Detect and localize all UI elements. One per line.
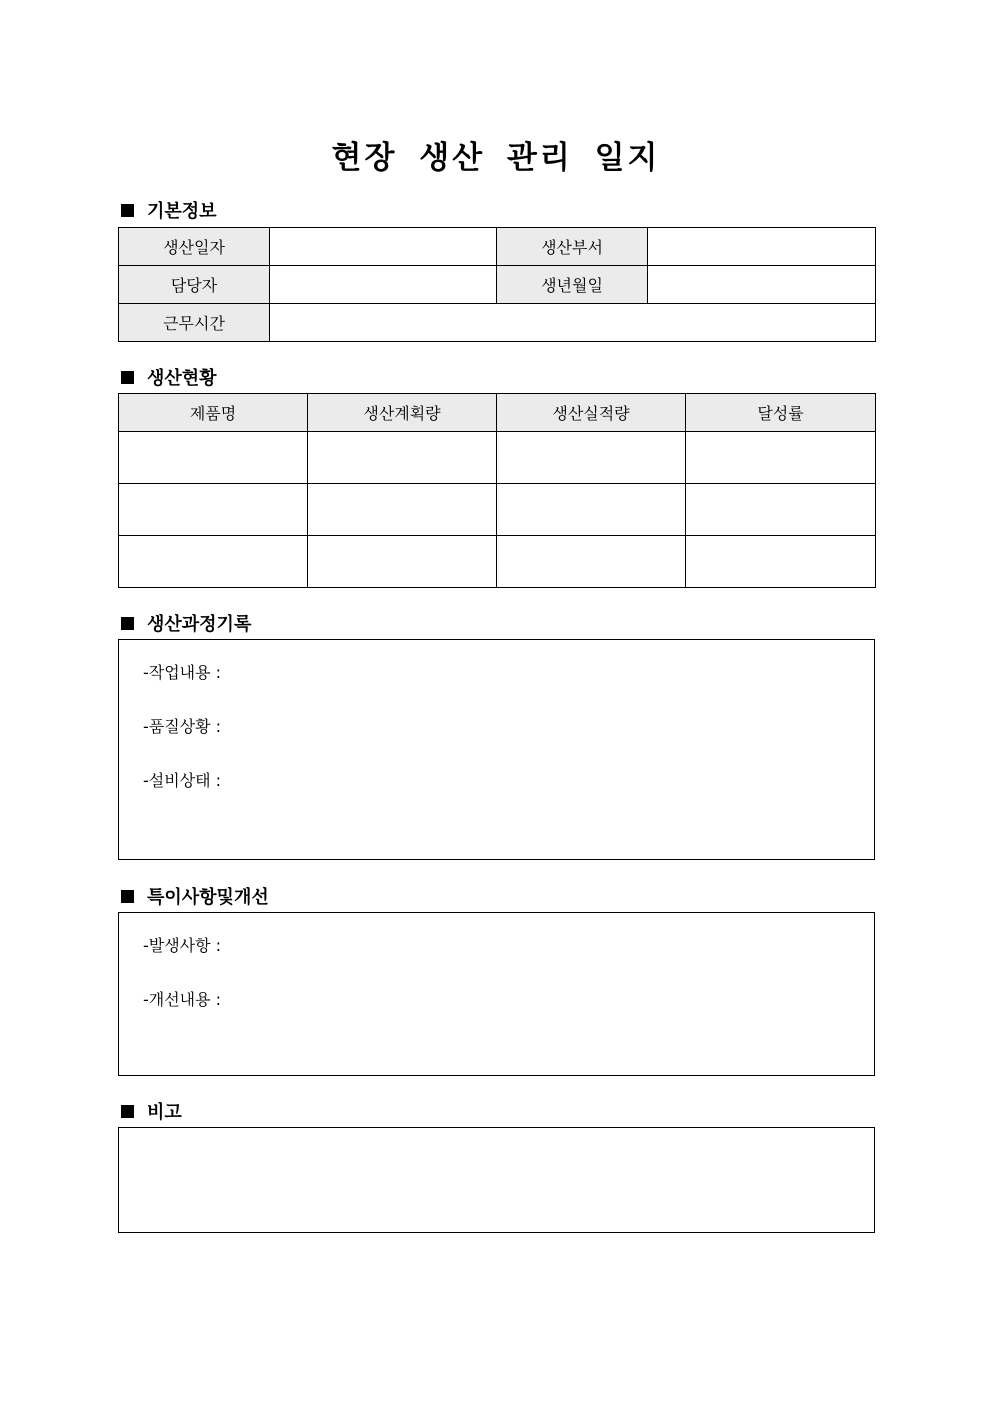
table-row: [119, 266, 876, 304]
square-bullet-icon: [121, 204, 134, 217]
production-date-field[interactable]: [270, 228, 497, 266]
section-title: 특이사항및개선: [147, 887, 269, 908]
table-cell[interactable]: [497, 484, 686, 536]
quality-status-line: -품질상황 :: [143, 717, 222, 736]
table-cell[interactable]: [119, 536, 308, 588]
column-header-product: 제품명: [119, 394, 308, 432]
section-heading-process: [118, 611, 251, 635]
work-hours-field[interactable]: [270, 304, 876, 342]
table-row: [119, 536, 876, 588]
section-title: 생산과정기록: [147, 614, 252, 635]
section-heading-issues: [118, 884, 269, 908]
table-row: [119, 228, 876, 266]
table-cell[interactable]: [119, 484, 308, 536]
production-status-table: [118, 393, 876, 588]
basic-info-table: [118, 227, 876, 342]
issues-improvement-box[interactable]: [118, 912, 875, 1076]
table-cell[interactable]: [686, 536, 876, 588]
section-title: 비고: [147, 1102, 182, 1123]
table-cell[interactable]: [497, 536, 686, 588]
table-row: [119, 432, 876, 484]
production-date-label: 생산일자: [119, 228, 270, 266]
table-header-row: [119, 394, 876, 432]
production-dept-label: 생산부서: [497, 228, 648, 266]
manager-field[interactable]: [270, 266, 497, 304]
occurrence-line: -발생사항 :: [143, 936, 222, 955]
square-bullet-icon: [121, 1105, 134, 1118]
birthdate-label: 생년월일: [497, 266, 648, 304]
column-header-actual: 생산실적량: [497, 394, 686, 432]
square-bullet-icon: [121, 617, 134, 630]
process-record-box[interactable]: [118, 639, 875, 860]
section-heading-production: [118, 365, 217, 389]
work-content-line: -작업내용 :: [143, 663, 222, 682]
table-row: [119, 484, 876, 536]
table-cell[interactable]: [686, 484, 876, 536]
section-title: 생산현황: [147, 368, 217, 389]
column-header-planned: 생산계획량: [308, 394, 497, 432]
document-title: 현장 생산 관리 일지: [331, 140, 661, 176]
birthdate-field[interactable]: [648, 266, 876, 304]
table-cell[interactable]: [119, 432, 308, 484]
section-heading-remarks: [118, 1099, 182, 1123]
section-title: 기본정보: [147, 201, 217, 222]
table-cell[interactable]: [308, 484, 497, 536]
work-hours-label: 근무시간: [119, 304, 270, 342]
square-bullet-icon: [121, 371, 134, 384]
table-cell[interactable]: [308, 432, 497, 484]
production-dept-field[interactable]: [648, 228, 876, 266]
column-header-rate: 달성률: [686, 394, 876, 432]
improvement-line: -개선내용 :: [143, 990, 222, 1009]
equipment-status-line: -설비상태 :: [143, 771, 222, 790]
section-heading-basic: [118, 198, 217, 222]
table-cell[interactable]: [308, 536, 497, 588]
manager-label: 담당자: [119, 266, 270, 304]
table-cell[interactable]: [497, 432, 686, 484]
table-row: [119, 304, 876, 342]
table-cell[interactable]: [686, 432, 876, 484]
square-bullet-icon: [121, 890, 134, 903]
remarks-box[interactable]: [118, 1127, 875, 1233]
